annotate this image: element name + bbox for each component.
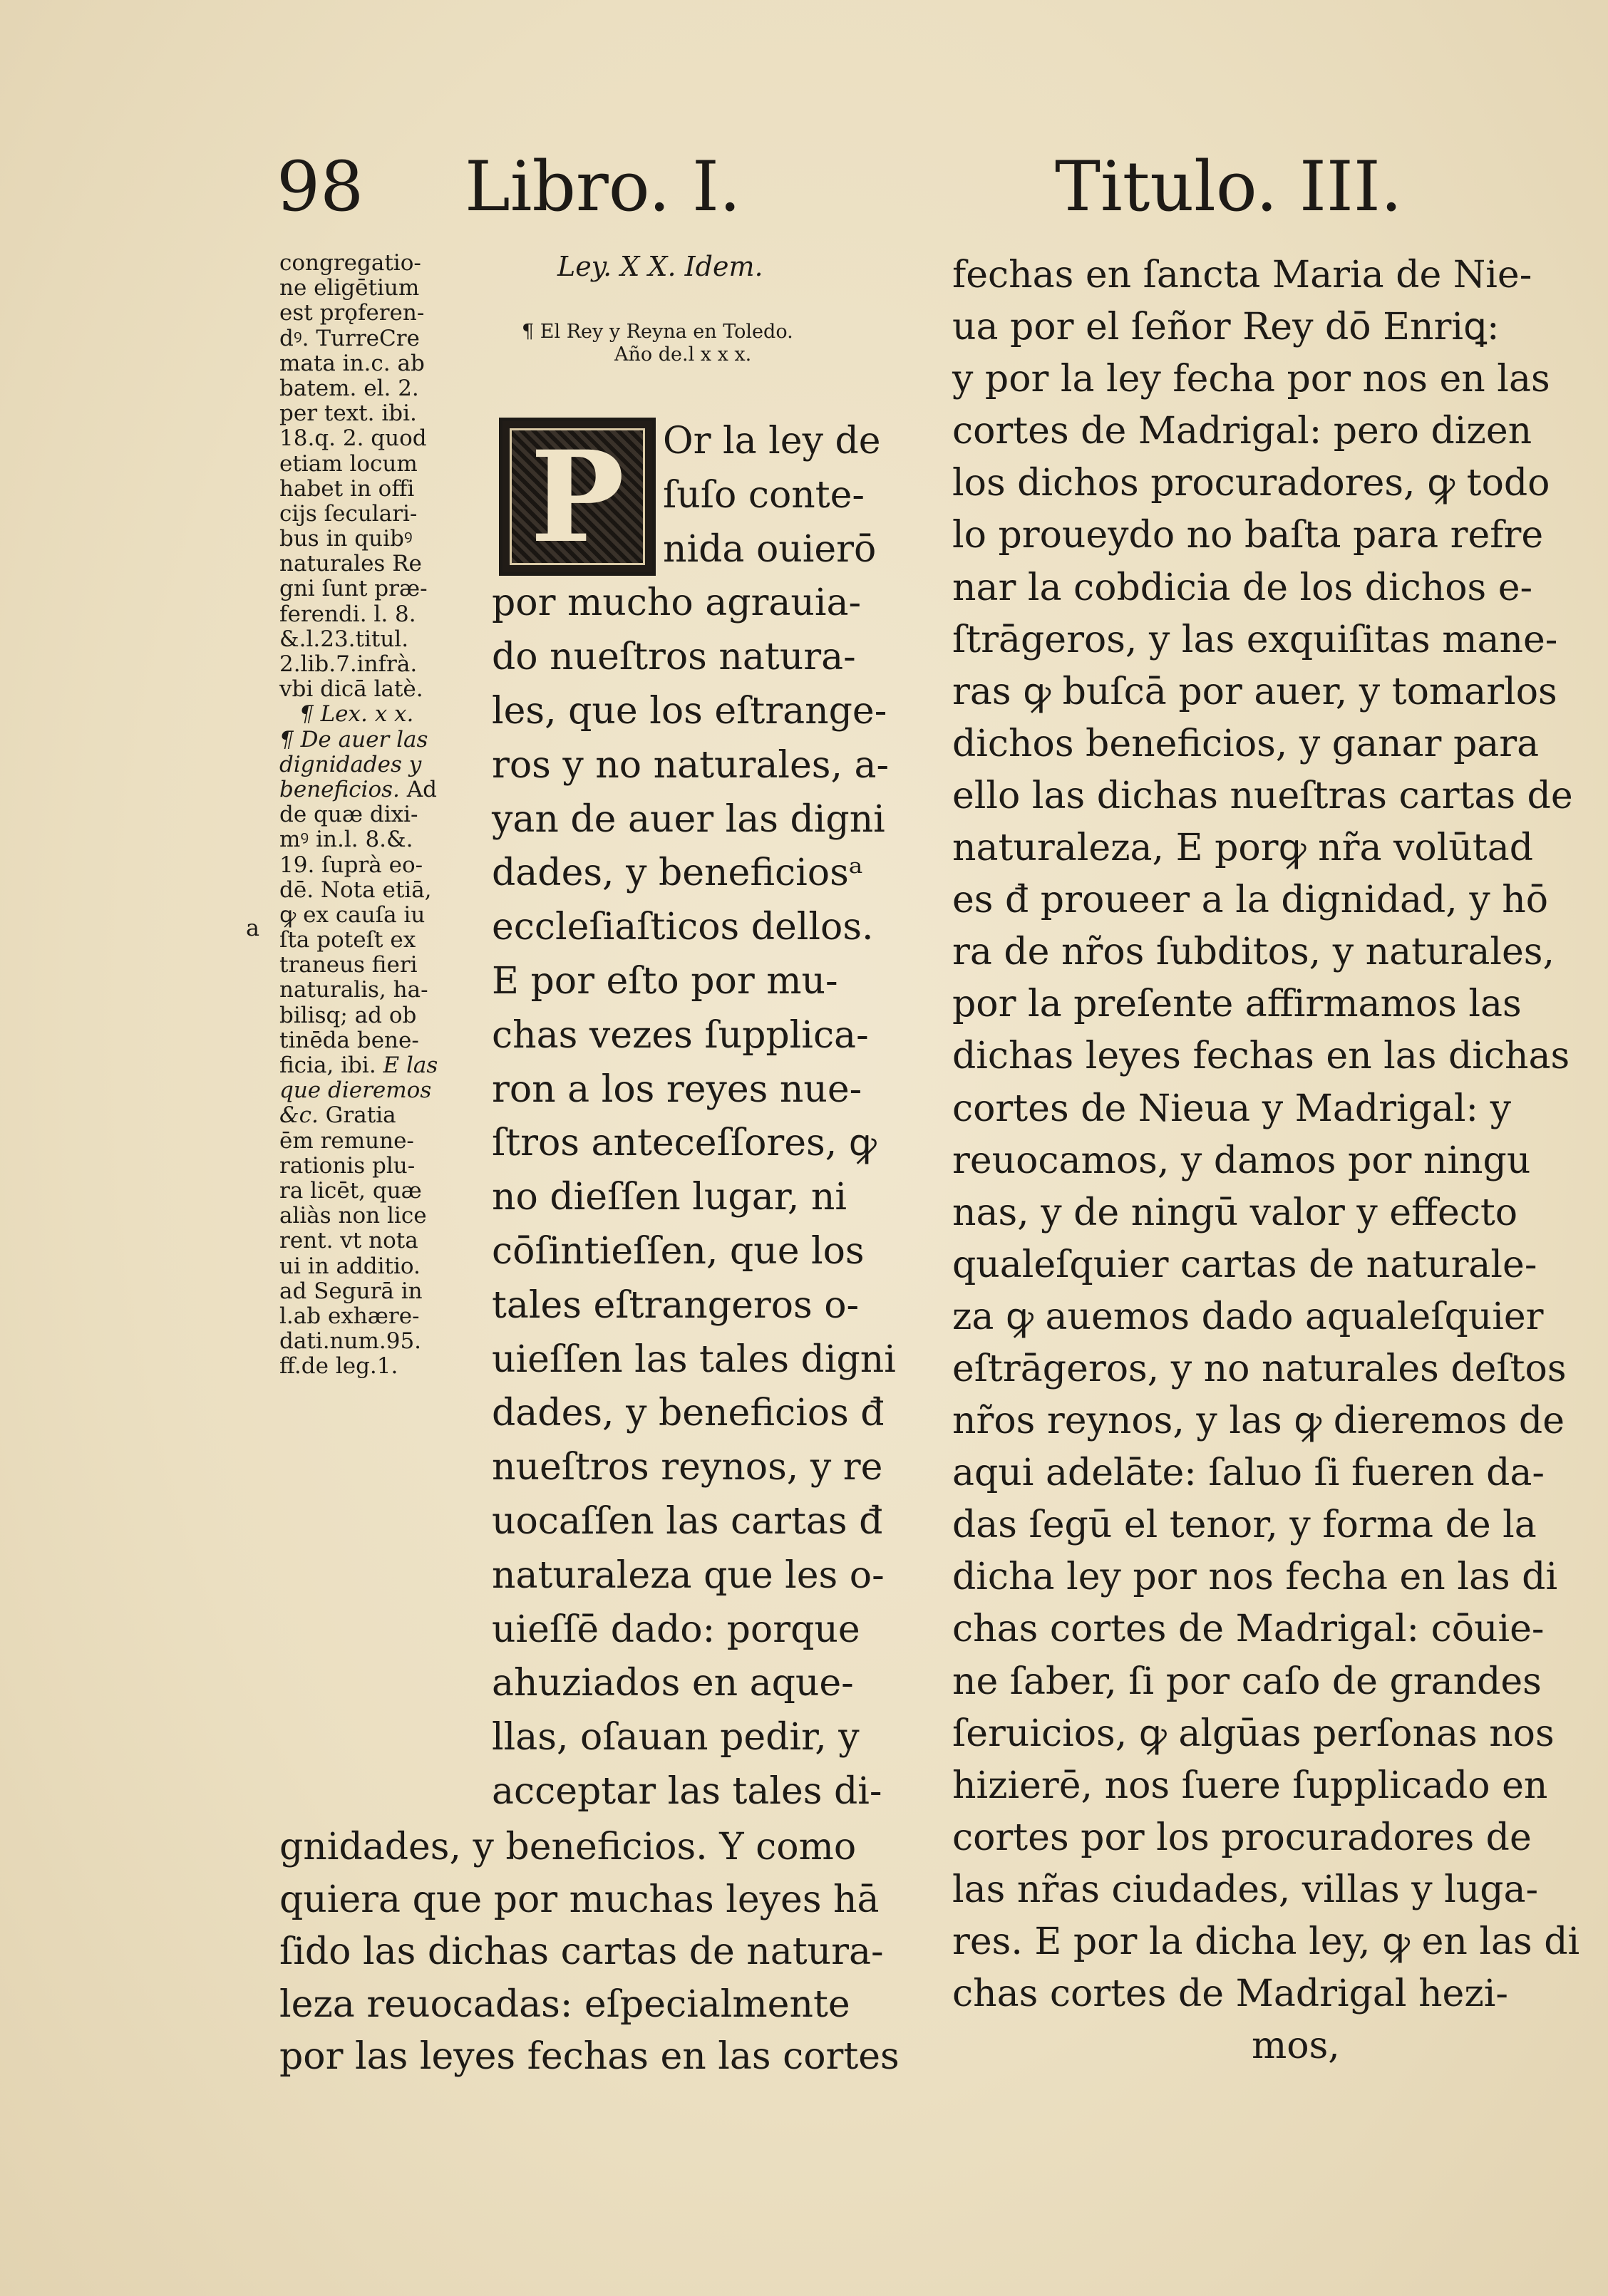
text-line: ras ꝙ buſcā por auer, y tomarlos xyxy=(952,670,1557,713)
note-a-line: 19. ſuprà eo- xyxy=(279,852,423,878)
text-line: ſtrāgeros, y las exquiſitas mane- xyxy=(952,618,1558,661)
margin-line: 2.lib.7.infrà. xyxy=(279,651,418,677)
law-heading: Ley. X X. Idem. xyxy=(557,251,763,282)
note-a-line: rationis plu- xyxy=(279,1152,416,1179)
margin-line: cijs ſeculari- xyxy=(279,500,418,527)
note-a-line xyxy=(279,777,472,802)
text-line: es đ proueer a la dignidad, y hō xyxy=(952,879,1549,922)
note-a-line xyxy=(279,1053,472,1078)
text-line: uieſſē dado: porque xyxy=(492,1608,860,1651)
text-line: cōſintieſſen, que los xyxy=(492,1229,865,1273)
text-line: chas cortes de Madrigal hezi- xyxy=(952,1972,1508,2016)
margin-line: dꝰ. TurreCre xyxy=(279,325,420,351)
book-heading: Libro. I. xyxy=(465,147,741,227)
law-king-line: ¶ El Rey y Reyna en Toledo. xyxy=(522,321,793,343)
page-number: 98 xyxy=(277,147,364,227)
catchword: mos, xyxy=(1252,2024,1340,2068)
note-a-line: aliàs non lice xyxy=(279,1203,427,1229)
text-line: das ſegū el tenor, y forma de la xyxy=(952,1504,1537,1547)
note-a-line: de quæ dixi- xyxy=(279,802,418,828)
note-a-roman-text: Gratia xyxy=(318,1102,396,1129)
note-a-line: ui in additio. xyxy=(279,1253,421,1279)
text-line: dichas leyes fechas en las dichas xyxy=(952,1035,1570,1078)
margin-line: 18.q. 2. quod xyxy=(279,425,427,452)
law-year-line: Año de.l x x x. xyxy=(614,343,752,366)
margin-line: mata in.c. ab xyxy=(279,350,425,376)
note-a-line: rent. vt nota xyxy=(279,1228,418,1254)
text-line: dades, y beneficiosᵃ xyxy=(492,852,863,895)
text-line: nueſtros reynos, y re xyxy=(492,1446,883,1489)
text-line: cortes de Nieua y Madrigal: y xyxy=(952,1087,1511,1130)
note-a-italic-text: E las xyxy=(383,1053,438,1078)
text-line: por las leyes fechas en las cortes xyxy=(279,2035,900,2078)
text-line: ne ſaber, ſi por caſo de grandes xyxy=(952,1660,1542,1703)
text-line: uieſſen las tales digni xyxy=(492,1338,896,1381)
text-line: los dichos procuradores, ꝙ todo xyxy=(952,462,1550,505)
text-line: reuocamos, y damos por ningu xyxy=(952,1139,1531,1182)
margin-line: &.l.23.titul. xyxy=(279,626,409,652)
text-line: nida ouierō xyxy=(663,527,877,571)
text-line: chas vezes ſupplica- xyxy=(492,1013,869,1057)
text-line: lo proueydo no baſta para refre xyxy=(952,514,1544,557)
margin-line: bus in quibꝰ xyxy=(279,526,413,552)
margin-line: gni ſunt præ- xyxy=(279,576,428,602)
text-line: leza reuocadas: eſpecialmente xyxy=(279,1982,850,2026)
text-line: por mucho agrauia- xyxy=(492,581,862,625)
note-a-line: ꝙ ex cauſa iu xyxy=(279,901,426,928)
note-a-line: ra licēt, quæ xyxy=(279,1177,422,1204)
note-a-line: dignidades y xyxy=(279,751,422,777)
note-a-line: ¶ De auer las xyxy=(279,726,428,753)
middle-column xyxy=(492,251,897,1813)
initial-letter: P xyxy=(530,423,625,571)
note-a-line: ad Segurā in xyxy=(279,1278,423,1304)
text-line: cortes de Madrigal: pero dizen xyxy=(952,410,1532,453)
note-a-line: naturalis, ha- xyxy=(279,977,428,1003)
text-line: naturaleza, E porꝙ nr̃a volūtad xyxy=(952,827,1533,870)
text-line: uocaſſen las cartas đ xyxy=(492,1499,883,1543)
text-line: quiera que por muchas leyes hā xyxy=(279,1878,880,1921)
bottom-body-text xyxy=(279,1821,900,2084)
text-line: ſido las dichas cartas de natura- xyxy=(279,1930,884,1973)
note-a-line: mꝰ in.l. 8.&. xyxy=(279,827,413,853)
text-line: aqui adelāte: ſaluo ſi fueren da- xyxy=(952,1452,1545,1495)
note-a-roman-text: ficia, ibi. xyxy=(279,1053,383,1078)
note-a-line: ff.de leg.1. xyxy=(279,1353,398,1380)
margin-line: etiam locum xyxy=(279,450,418,477)
note-a-line: ſta poteſt ex xyxy=(279,927,416,953)
note-a-line: tinēda bene- xyxy=(279,1027,419,1053)
title-heading: Titulo. III. xyxy=(1055,147,1403,227)
note-a-line: dē. Nota etiā, xyxy=(279,876,432,903)
text-line: cortes por los procuradores de xyxy=(952,1816,1532,1859)
text-line: eſtrāgeros, y no naturales deſtos xyxy=(952,1347,1567,1390)
text-line: nar la cobdicia de los dichos e- xyxy=(952,566,1533,609)
text-line: y por la ley fecha por nos en las xyxy=(952,358,1550,401)
text-line: las nr̃as ciudades, villas y luga- xyxy=(952,1868,1539,1911)
text-line: dichos beneficios, y ganar para xyxy=(952,722,1540,765)
margin-line: est prǫferen- xyxy=(279,300,425,326)
text-line: ſtros anteceſſores, ꝙ xyxy=(492,1122,877,1165)
note-a-line xyxy=(279,1103,472,1128)
text-line: acceptar las tales di- xyxy=(492,1769,882,1813)
text-line: ahuziados en aque- xyxy=(492,1662,854,1705)
note-a-line: l.ab exhære- xyxy=(279,1303,420,1329)
text-line: tales eſtrangeros o- xyxy=(492,1283,860,1327)
text-line: qualeſquier cartas de naturale- xyxy=(952,1243,1537,1286)
margin-line: per text. ibi. xyxy=(279,400,417,427)
note-marker: a xyxy=(246,914,260,941)
text-line: nas, y de ningū valor y effecto xyxy=(952,1191,1518,1234)
text-line: no dieſſen lugar, ni xyxy=(492,1176,847,1219)
note-a-line: dati.num.95. xyxy=(279,1328,422,1355)
text-line: gnidades, y beneficios. Y como xyxy=(279,1826,857,1868)
text-line: Or la ley de xyxy=(663,420,881,462)
lex-heading: ¶ Lex. x x. xyxy=(299,701,414,728)
text-line: dicha ley por nos fecha en las di xyxy=(952,1556,1558,1599)
text-line: E por eſto por mu- xyxy=(492,959,838,1003)
text-line: za ꝙ auemos dado aqualeſquier xyxy=(952,1295,1544,1338)
text-line: ros y no naturales, a- xyxy=(492,743,890,787)
note-a-line: ēm remune- xyxy=(279,1127,414,1154)
note-a-line: traneus fieri xyxy=(279,952,418,978)
text-line: les, que los eſtrange- xyxy=(492,689,887,733)
note-a-line: que dieremos xyxy=(279,1077,432,1104)
margin-line: naturales Re xyxy=(279,551,422,577)
text-line: do nueſtros natura- xyxy=(492,636,856,679)
text-line: ron a los reyes nue- xyxy=(492,1067,862,1111)
text-line: ra de nr̃os ſubditos, y naturales, xyxy=(952,931,1555,974)
note-a-italic-text: beneficios. xyxy=(279,776,400,802)
text-line: res. E por la dicha ley, ꝙ en las di xyxy=(952,1920,1580,1963)
margin-line: habet in offi xyxy=(279,475,415,502)
text-line: ſeruicios, ꝙ algūas perſonas nos xyxy=(952,1712,1555,1755)
note-a-roman-text: Ad xyxy=(399,776,437,802)
note-a-italic-text: &c. xyxy=(279,1102,319,1129)
text-line: ua por el ſeñor Rey dō Enriꝗ: xyxy=(952,306,1500,349)
margin-line: congregatio- xyxy=(279,250,421,276)
right-column xyxy=(952,249,1579,2072)
margin-line: ne eligētium xyxy=(279,275,420,301)
text-line: chas cortes de Madrigal: cōuie- xyxy=(952,1608,1545,1651)
text-line: yan de auer las digni xyxy=(492,797,885,841)
text-line: ſuſo conte- xyxy=(663,473,865,517)
note-a-line: bilisq; ad ob xyxy=(279,1002,417,1028)
text-line: fechas en ſancta Maria de Nie- xyxy=(952,254,1532,296)
margin-line: ferendi. l. 8. xyxy=(279,601,416,627)
text-line: ello las dichas nueſtras cartas de xyxy=(952,774,1573,817)
text-line: por la preſente affirmamos las xyxy=(952,983,1522,1026)
middle-body-text xyxy=(492,415,896,1819)
text-line: dades, y beneficios đ xyxy=(492,1392,885,1435)
text-line: llas, oſauan pedir, y xyxy=(492,1716,860,1759)
margin-line: vbi dicā latè. xyxy=(279,676,423,703)
text-line: naturaleza que les o- xyxy=(492,1553,885,1597)
margin-note xyxy=(279,251,472,1379)
text-line: hizierē, nos ſuere ſupplicado en xyxy=(952,1764,1548,1807)
text-line: eccleſiaſticos dellos. xyxy=(492,906,874,949)
margin-line: batem. el. 2. xyxy=(279,375,419,401)
text-line: nr̃os reynos, y las ꝙ dieremos de xyxy=(952,1400,1565,1443)
